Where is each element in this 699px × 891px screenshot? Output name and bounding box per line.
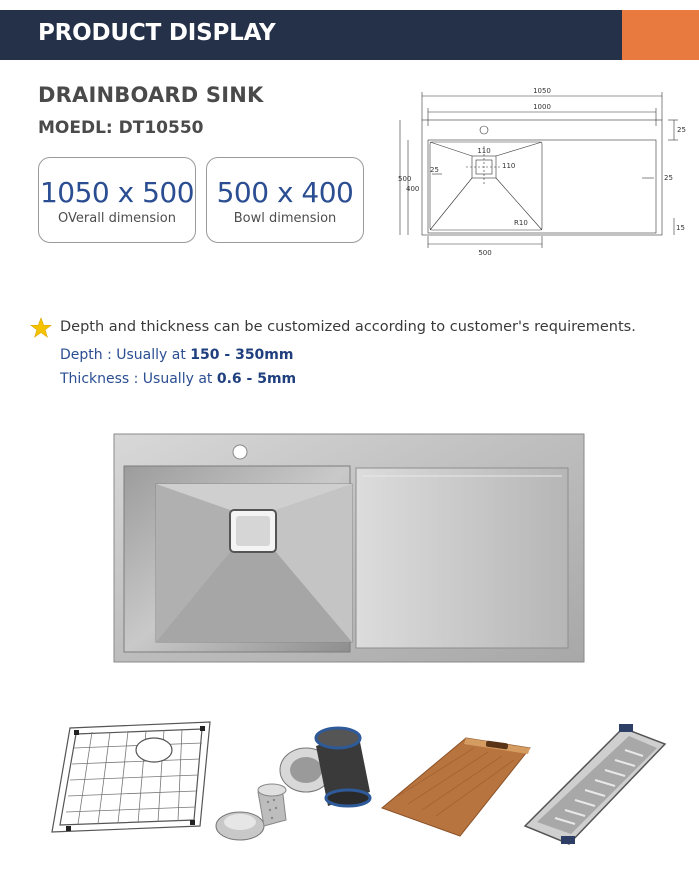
drawing-label-corner-radius: R10 bbox=[514, 219, 528, 227]
depth-label: Depth : Usually at bbox=[60, 347, 191, 363]
drawing-label-bottom-margin: 15 bbox=[676, 224, 685, 232]
drawing-label-bowl-height: 400 bbox=[406, 185, 420, 193]
technical-drawing bbox=[392, 86, 692, 258]
bowl-dimension-caption: Bowl dimension bbox=[233, 211, 337, 226]
basket-strainer-image bbox=[210, 708, 385, 858]
bottom-grid-image bbox=[40, 708, 215, 858]
sink-photo bbox=[112, 432, 586, 664]
drawing-label-bowl-width: 500 bbox=[478, 249, 492, 257]
colander-image bbox=[515, 708, 685, 858]
product-name: DRAINBOARD SINK bbox=[38, 83, 264, 107]
drawing-label-overall-height: 500 bbox=[398, 175, 412, 183]
header-bar bbox=[0, 10, 699, 60]
drawing-label-top-margin: 25 bbox=[677, 126, 686, 134]
depth-spec bbox=[60, 347, 293, 363]
drawing-label-inner-width: 1000 bbox=[533, 103, 551, 111]
drawing-label-right-margin: 25 bbox=[664, 174, 673, 182]
overall-dimension-caption: OVerall dimension bbox=[58, 211, 176, 226]
drawing-label-strainer-width: 110 bbox=[477, 147, 491, 155]
drawing-label-left-margin: 25 bbox=[430, 166, 439, 174]
star-icon bbox=[30, 317, 52, 339]
page-header-title: PRODUCT DISPLAY bbox=[38, 20, 276, 46]
overall-dimension-box bbox=[38, 157, 196, 243]
thickness-value: 0.6 - 5mm bbox=[216, 371, 297, 387]
header-accent-block bbox=[622, 10, 699, 60]
overall-dimension-value: 1050 x 500 bbox=[39, 176, 195, 209]
bowl-dimension-box bbox=[206, 157, 364, 243]
model-number: MOEDL: DT10550 bbox=[38, 118, 204, 138]
thickness-spec bbox=[60, 371, 296, 387]
thickness-label: Thickness : Usually at bbox=[60, 371, 217, 387]
drawing-label-strainer-height: 110 bbox=[502, 162, 516, 170]
cutting-board-image bbox=[378, 708, 538, 858]
customization-note: Depth and thickness can be customized according to customer's requirements. bbox=[60, 319, 636, 335]
depth-value: 150 - 350mm bbox=[190, 347, 294, 363]
bowl-dimension-value: 500 x 400 bbox=[216, 176, 354, 209]
drawing-label-overall-width: 1050 bbox=[533, 87, 551, 95]
